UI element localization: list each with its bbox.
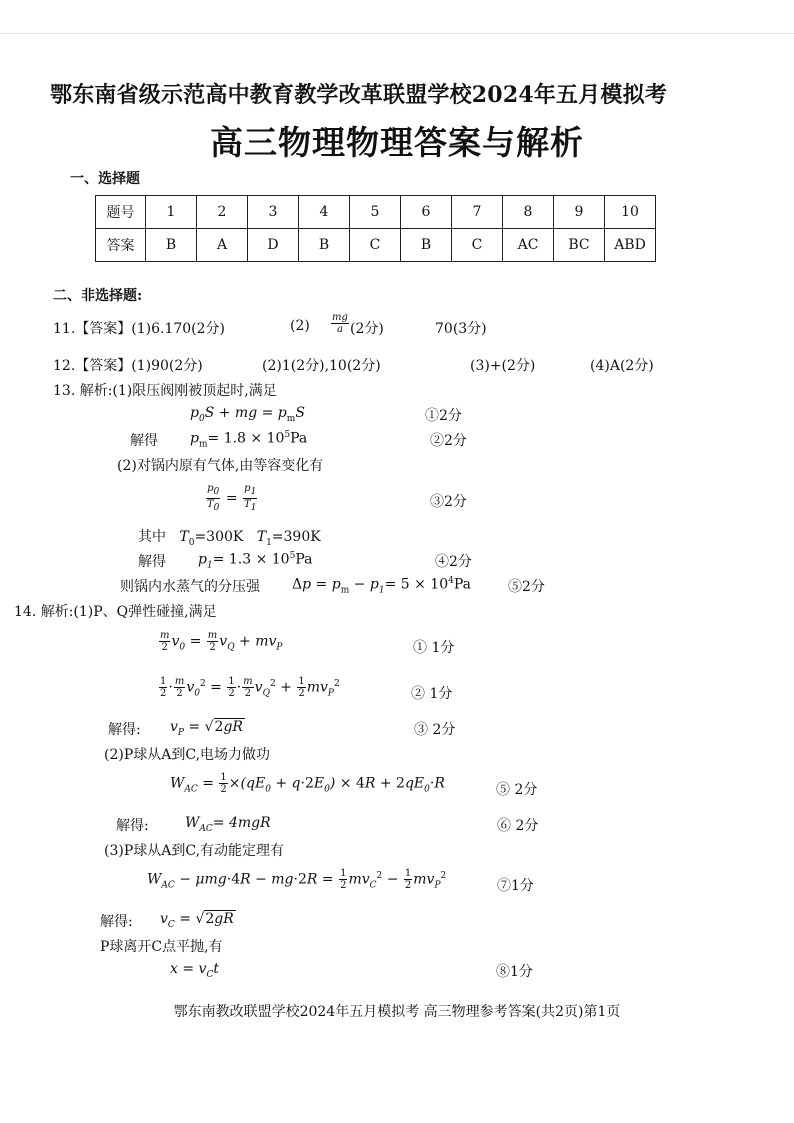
page-title: 高三物理物理答案与解析: [210, 123, 584, 162]
table-cell: B: [146, 229, 197, 262]
table-cell: 7: [452, 196, 503, 229]
page-footer: 鄂东南教改联盟学校2024年五月模拟考 高三物理参考答案(共2页)第1页: [173, 1004, 621, 1020]
table-cell: 2: [197, 196, 248, 229]
q11-answer-part1: 11.【答案】(1)6.170(2分): [53, 321, 226, 337]
table-cell: 6: [401, 196, 452, 229]
q11-answer-part3: 70(3分): [435, 321, 487, 337]
q13-equation-5: $\Delta p = p_m - p_1= 5 \times 10^4Pa$: [292, 576, 471, 596]
q13-p1-unit: Pa: [295, 551, 313, 568]
table-cell: 答案: [96, 229, 146, 262]
q14-score-2: ② 1分: [411, 686, 453, 702]
exam-header: 鄂东南省级示范高中教育教学改革联盟学校2024年五月模拟考: [50, 82, 668, 108]
q13-where-label: 其中: [138, 529, 166, 545]
table-cell: D: [248, 229, 299, 262]
q14-score-5: ⑤ 2分: [496, 782, 538, 798]
q13-score-4: ④2分: [435, 554, 472, 570]
q13-pm-value: = 1.8 × 10: [207, 430, 285, 447]
table-cell: 4: [299, 196, 350, 229]
q13-score-2: ②2分: [430, 433, 467, 449]
table-cell: BC: [554, 229, 605, 262]
q13-score-5: ⑤2分: [508, 579, 545, 595]
table-cell: B: [299, 229, 350, 262]
q13-t0: =300K: [194, 529, 244, 545]
q13-dp-exponent: 4: [448, 576, 454, 586]
q13-equation-1: $p_0S$ + mg = $p_mS$: [190, 405, 305, 424]
table-cell: A: [197, 229, 248, 262]
table-cell: 10: [605, 196, 656, 229]
q14-equation-4: $W_{AC}$ = $\frac{1}{2}$ $\times(qE_0 + q\cdot 2E_0) \times 4R + 2qE_0\cdot R$: [170, 772, 445, 795]
q14-solve-label-1: 解得:: [108, 722, 141, 738]
q14-equation-2: $\frac{1}{2}$ · $\frac{m}{2}$ $v_0^2$ = $\frac{1}{2}$ · $\frac{m}{2}$ $v_Q^2$ + $\frac{1}{2}$ $mv_P^2$: [160, 676, 340, 699]
q13-t1: =390K: [271, 529, 321, 545]
q13-intro: 13. 解析:(1)限压阀刚被顶起时,满足: [53, 383, 277, 399]
q14-score-3: ③ 2分: [414, 722, 456, 738]
table-cell: 1: [146, 196, 197, 229]
q14-score-1: ① 1分: [413, 640, 455, 656]
section-choice-heading: 一、选择题: [70, 171, 140, 187]
section-nonchoice-heading: 二、非选择题:: [53, 288, 143, 304]
q14-solve-label-2: 解得:: [116, 818, 149, 834]
q12-answer-part2: (2)1(2分),10(2分): [262, 358, 381, 374]
q14-projectile-label: P球离开C点平抛,有: [100, 939, 223, 955]
q13-solve-label-1: 解得: [130, 433, 158, 449]
table-cell: 8: [503, 196, 554, 229]
table-cell: 5: [350, 196, 401, 229]
q13-equation-3: $\frac{p_0}{T_0}$ = $\frac{p_1}{T_1}$: [207, 483, 257, 513]
table-cell: B: [401, 229, 452, 262]
q13-pm-unit: Pa: [290, 430, 308, 447]
q14-score-8: ⑧1分: [496, 964, 533, 980]
table-cell: 题号: [96, 196, 146, 229]
table-row-answers: [96, 229, 656, 262]
q12-answer-part3: (3)+(2分): [470, 358, 536, 374]
q13-dp-value: = 5 × 10: [384, 576, 449, 593]
q14-score-6: ⑥ 2分: [497, 818, 539, 834]
q13-solve-label-2: 解得: [138, 554, 166, 570]
q13-p1-value: = 1.3 × 10: [212, 551, 290, 568]
table-cell: ABD: [605, 229, 656, 262]
answer-table: [95, 195, 656, 262]
q13-equation-2: $p_m= 1.8 \times 10^5Pa$: [190, 430, 308, 450]
q11-fraction-denominator: a: [336, 324, 343, 335]
q11-answer-part2-label: (2): [290, 318, 310, 334]
table-cell: C: [350, 229, 401, 262]
q12-answer-part4: (4)A(2分): [590, 358, 654, 374]
top-divider: [0, 33, 794, 34]
table-cell: 3: [248, 196, 299, 229]
q14-equation-3: $v_P = √2gR$: [170, 719, 243, 738]
q14-equation-5: $W_{AC}= 4mgR$: [185, 815, 271, 834]
q13-p1-exponent: 5: [289, 551, 296, 561]
q14-equation-7: $v_C = √2gR$: [160, 911, 234, 930]
q13-where: 其中 $T_0=300K$ $T_1=390K$: [138, 529, 321, 548]
q14-part3: (3)P球从A到C,有动能定理有: [104, 843, 285, 859]
q13-score-1: ①2分: [425, 408, 462, 424]
table-row-numbers: [96, 196, 656, 229]
q13-dp-unit: Pa: [453, 576, 471, 593]
q11-fraction-numerator: mg: [332, 312, 348, 323]
table-cell: C: [452, 229, 503, 262]
table-cell: AC: [503, 229, 554, 262]
q13-vapor-label: 则锅内水蒸气的分压强: [120, 579, 260, 595]
q14-work-value: = 4mgR: [212, 815, 271, 831]
q14-solve-label-3: 解得:: [100, 914, 133, 930]
table-cell: 9: [554, 196, 605, 229]
q14-intro: 14. 解析:(1)P、Q弹性碰撞,满足: [14, 604, 217, 620]
q12-answer-part1: 12.【答案】(1)90(2分): [53, 358, 203, 374]
q14-equation-6: $W_{AC} - \mu mg\cdot 4R - mg\cdot 2R$ = $\frac{1}{2}$ $mv_C^2$ − $\frac{1}{2}$ $mv_P^2$: [147, 868, 447, 891]
q11-answer-part2-score: (2分): [350, 321, 384, 337]
q13-part2: (2)对锅内原有气体,由等容变化有: [117, 458, 324, 474]
q13-score-3: ③2分: [430, 494, 467, 510]
q14-score-7: ⑦1分: [497, 878, 534, 894]
q14-part2: (2)P球从A到C,电场力做功: [104, 747, 271, 763]
q14-equation-8: $x = v_Ct$: [170, 961, 219, 980]
q13-equation-4: $p_1= 1.3 \times 10^5Pa$: [198, 551, 313, 571]
q13-pm-exponent: 5: [284, 430, 291, 440]
q11-fraction: [330, 312, 350, 335]
q14-equation-1: $\frac{m}{2}$ $v_0$ = $\frac{m}{2}$ $v_Q + mv_P$: [160, 630, 283, 653]
